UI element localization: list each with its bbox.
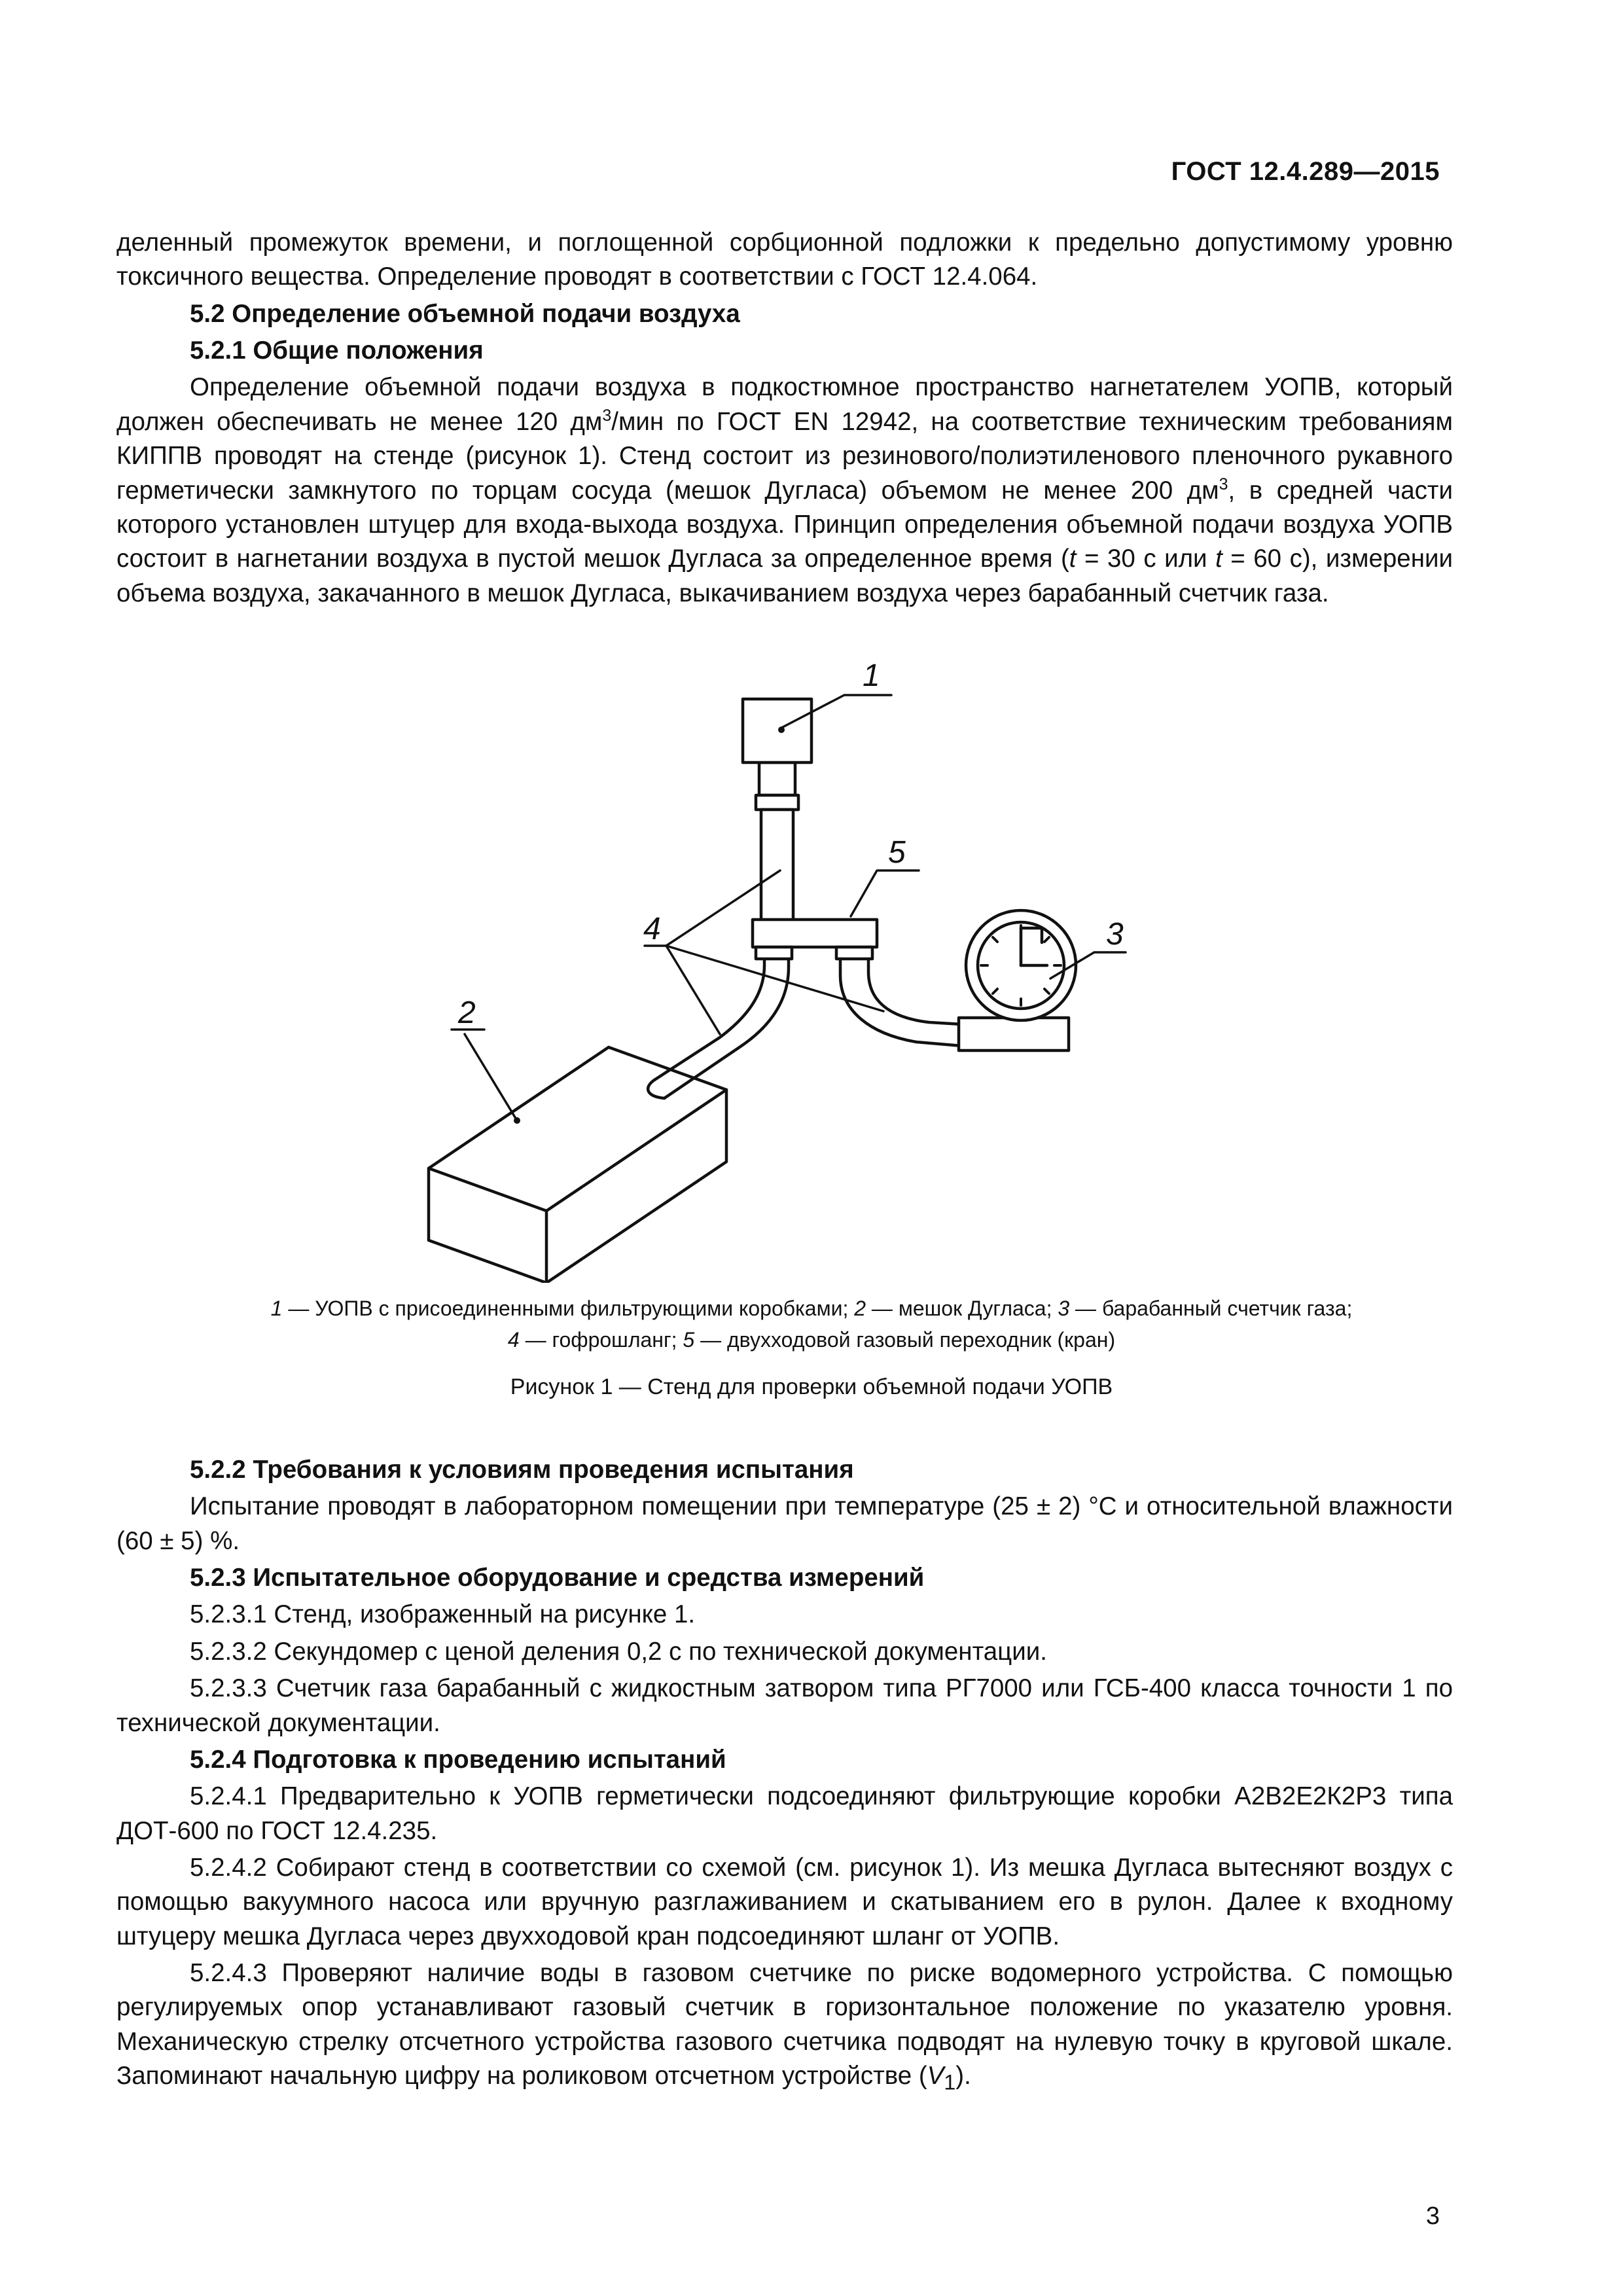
gas-meter-shape <box>959 910 1076 1050</box>
uopv-box <box>743 699 812 762</box>
page-number: 3 <box>1425 2202 1440 2230</box>
douglas-bag-shape <box>429 1047 726 1283</box>
section-heading-5-2-1: 5.2.1 Общие положения <box>190 336 484 365</box>
paragraph-general-provisions: Определение объемной подачи воздуха в подкостюмное пространство нагнетателем УОПВ, который должен обеспечивать не менее 120 $дм^3$/мин по ГОСТ EN 12942, на соответствие техническим требованиям КИППВ проводят на стенде (рисунок 1). Стенд состоит из резинового/полиэтиленового пленочного рукавного герметически замкнутого по торцам сосуда (мешок Дугласа) объемом не менее 200 $дм^3$, в средней части которого установлен штуцер для входа-выхода воздуха. Принцип определения объемной подачи воздуха УОПВ состоит в нагнетании воздуха в пустой мешок Дугласа за определенное время (t = 30 с или t = 60 с), измерении объема воздуха, закачанного в мешок Дугласа, выкачиванием воздуха через барабанный счетчик газа. <box>116 373 1453 607</box>
callout-label-4: 4 <box>643 912 661 946</box>
figure-caption: Рисунок 1 — Стенд для проверки объемной подачи УОПВ <box>510 1374 1113 1399</box>
paragraph-continuation: деленный промежуток времени, и поглощенной сорбционной подложки к предельно допустимому уровню токсичного вещества. Определение проводят в соответствии с ГОСТ 12.4.064. <box>116 228 1453 291</box>
paragraph-5-2-3-2: 5.2.3.2 Секундомер с ценой деления 0,2 с по технической документации. <box>190 1637 1047 1666</box>
hose-to-gas-meter <box>840 959 962 1046</box>
bottom-text-block <box>116 1453 1453 2100</box>
section-heading-5-2-4: 5.2.4 Подготовка к проведению испытаний <box>190 1745 726 1774</box>
callout-label-3: 3 <box>1106 917 1124 952</box>
callout-label-2: 2 <box>458 996 476 1030</box>
bag-leader-dot <box>514 1117 520 1124</box>
two-way-valve <box>753 920 877 959</box>
paragraph-5-2-4-1: 5.2.4.1 Предварительно к УОПВ герметически подсоединяют фильтрующие коробки А2В2Е2К2Р3 типа ДОТ-600 по ГОСТ 12.4.235. <box>116 1782 1453 1845</box>
vertical-pipe <box>756 762 798 921</box>
callout-label-5: 5 <box>888 835 906 870</box>
section-heading-5-2-2: 5.2.2 Требования к условиям проведения испытания <box>190 1456 854 1484</box>
paragraph-5-2-3-3: 5.2.3.3 Счетчик газа барабанный с жидкостным затвором типа РГ7000 или ГСБ-400 класса точности 1 по технической документации. <box>116 1674 1453 1737</box>
paragraph-test-conditions: Испытание проводят в лабораторном помещении при температуре (25 ± 2) °С и относительной влажности (60 ± 5) %. <box>116 1492 1453 1555</box>
figure-legend: 1 — УОПВ с присоединенными фильтрующими коробками; 2 — мешок Дугласа; 3 — барабанный счетчик газа; 4 — гофрошланг; 5 — двухходовой газовый переходник (кран) <box>270 1297 1353 1352</box>
paragraph-5-2-4-2: 5.2.4.2 Собирают стенд в соответствии со схемой (см. рисунок 1). Из мешка Дугласа вытесняют воздух с помощью вакуумного насоса или вручную разглаживанием и скатыванием его в рулон. Далее к входному штуцеру мешка Дугласа через двухходовой кран подсоединяют шланг от УОПВ. <box>116 1853 1453 1950</box>
standard-header: ГОСТ 12.4.289—2015 <box>1171 157 1440 186</box>
top-text-block <box>116 226 1453 613</box>
paragraph-5-2-3-1: 5.2.3.1 Стенд, изображенный на рисунке 1. <box>190 1600 696 1629</box>
figure-test-stand-diagram <box>0 655 1623 1283</box>
callout-label-1: 1 <box>863 658 880 693</box>
paragraph-5-2-4-3: 5.2.4.3 Проверяют наличие воды в газовом счетчике по риске водомерного устройства. С помощью регулируемых опор устанавливают газовый счетчик в горизонтальное положение по указателю уровня. Механическую стрелку отсчетного устройства газового счетчика подводят на нулевую точку в круговой шкале. Запоминают начальную цифру на роликовом отсчетном устройстве $(V_1)$. <box>116 1959 1453 2094</box>
section-heading-5-2-3: 5.2.3 Испытательное оборудование и средства измерений <box>190 1564 925 1592</box>
section-heading-5-2: 5.2 Определение объемной подачи воздуха <box>190 299 740 328</box>
